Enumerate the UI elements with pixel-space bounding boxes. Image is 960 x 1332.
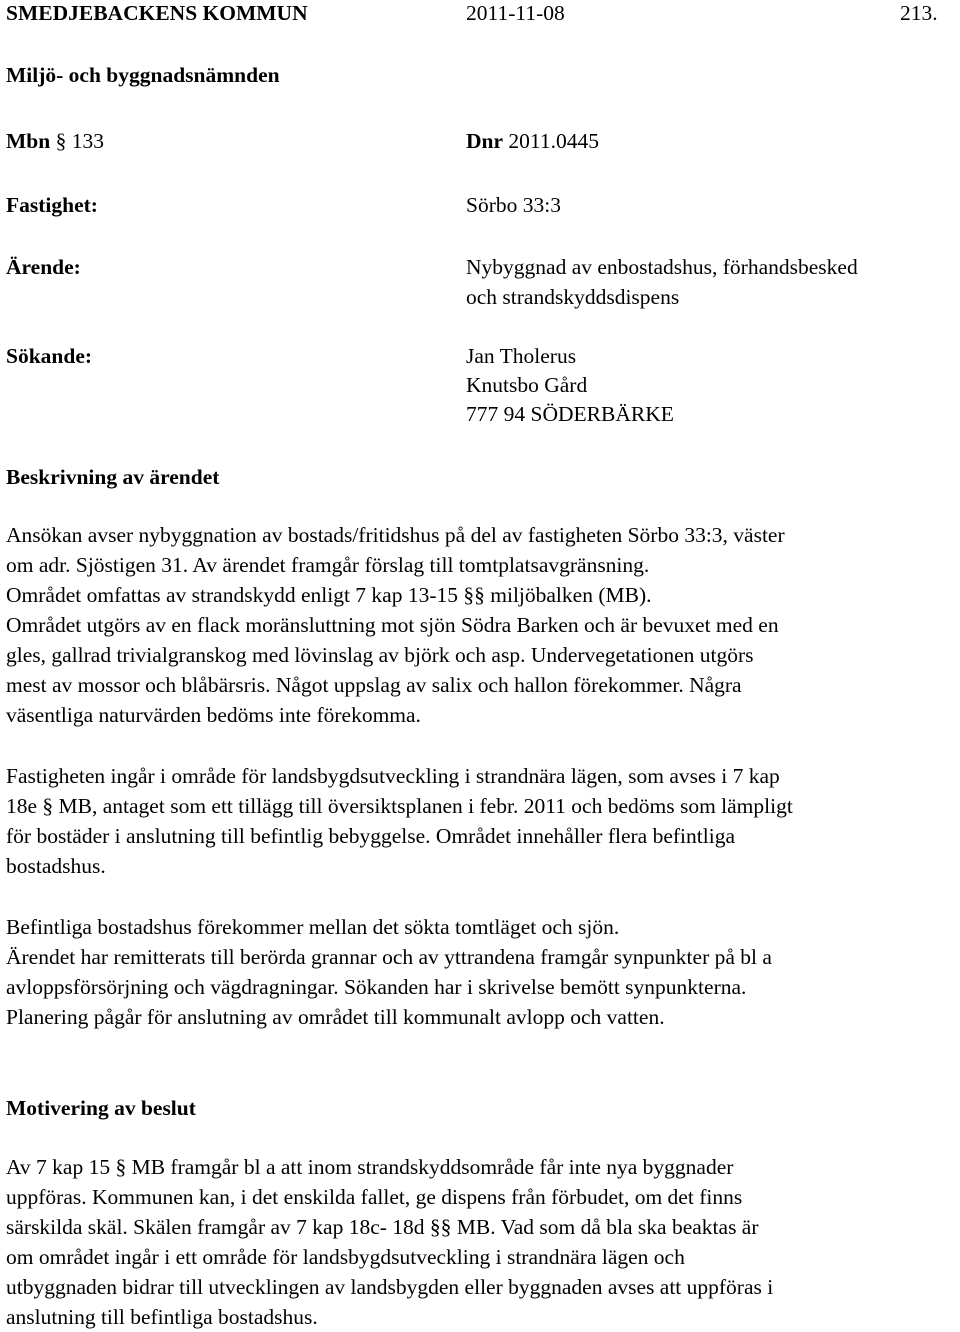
description-paragraph-1 — [6, 520, 954, 730]
text-line: Planering pågår för anslutning av området till kommunalt avlopp och vatten. — [6, 1005, 665, 1029]
case-reference — [6, 128, 104, 154]
text-line: bostadshus. — [6, 854, 106, 878]
applicant-address: Knutsbo Gård — [466, 373, 588, 397]
property-value: Sörbo 33:3 — [466, 193, 561, 217]
text-line: mest av mossor och blåbärsris. Något uppslag av salix och hallon förekommer. Några — [6, 673, 742, 697]
applicant-label: Sökande: — [6, 344, 93, 368]
text-line: väsentliga naturvärden bedöms inte förekomma. — [6, 703, 421, 727]
document-date: 2011-11-08 — [466, 1, 565, 25]
organization-name: SMEDJEBACKENS KOMMUN — [6, 1, 308, 25]
page-number: 213. — [900, 1, 938, 25]
text-line: utbyggnaden bidrar till utvecklingen av landsbygden eller byggnaden avses att uppföras i — [6, 1275, 774, 1299]
matter-value-line-2: och strandskyddsdispens — [466, 285, 680, 309]
text-line: om adr. Sjöstigen 31. Av ärendet framgår förslag till tomtplatsavgränsning. — [6, 553, 650, 577]
description-heading: Beskrivning av ärendet — [6, 465, 220, 489]
text-line: gles, gallrad trivialgranskog med lövinslag av björk och asp. Undervegetationen utgörs — [6, 643, 754, 667]
text-line: för bostäder i anslutning till befintlig bebyggelse. Området innehåller flera befintliga — [6, 824, 735, 848]
dnr-label: Dnr — [466, 129, 504, 153]
text-line: särskilda skäl. Skälen framgår av 7 kap 18c- 18d §§ MB. Vad som då bla ska beaktas är — [6, 1215, 759, 1239]
text-line: Av 7 kap 15 § MB framgår bl a att inom strandskyddsområde får inte nya byggnader — [6, 1155, 734, 1179]
description-paragraph-3 — [6, 912, 954, 1032]
motivation-paragraph — [6, 1152, 954, 1332]
case-number: § 133 — [55, 129, 104, 153]
text-line: anslutning till befintliga bostadshus. — [6, 1305, 318, 1329]
committee-name: Miljö- och byggnadsnämnden — [6, 63, 280, 87]
matter-label: Ärende: — [6, 255, 81, 279]
dnr-number: 2011.0445 — [508, 129, 599, 153]
text-line: uppföras. Kommunen kan, i det enskilda fallet, ge dispens från förbudet, om det finns — [6, 1185, 743, 1209]
text-line: avloppsförsörjning och vägdragningar. Sökanden har i skrivelse bemött synpunkterna. — [6, 975, 747, 999]
text-line: Fastigheten ingår i område för landsbygdsutveckling i strandnära lägen, som avses i 7 kap — [6, 764, 780, 788]
case-label: Mbn — [6, 129, 51, 153]
text-line: Området utgörs av en flack moränsluttning mot sjön Södra Barken och är bevuxet med en — [6, 613, 779, 637]
text-line: om området ingår i ett område för landsbygdsutveckling i strandnära lägen och — [6, 1245, 685, 1269]
description-paragraph-2 — [6, 761, 954, 881]
text-line: Ärendet har remitterats till berörda grannar och av yttrandena framgår synpunkter på bl a — [6, 945, 772, 969]
text-line: Området omfattas av strandskydd enligt 7 kap 13-15 §§ miljöbalken (MB). — [6, 583, 652, 607]
text-line: 18e § MB, antaget som ett tillägg till översiktsplanen i febr. 2011 och bedöms som lämpligt — [6, 794, 793, 818]
matter-value-line-1: Nybyggnad av enbostadshus, förhandsbesked — [466, 255, 858, 279]
text-line: Ansökan avser nybyggnation av bostads/fritidshus på del av fastigheten Sörbo 33:3, väster — [6, 523, 785, 547]
property-label: Fastighet: — [6, 193, 98, 217]
applicant-name: Jan Tholerus — [466, 344, 577, 368]
motivation-heading: Motivering av beslut — [6, 1096, 196, 1120]
applicant-postal: 777 94 SÖDERBÄRKE — [466, 402, 674, 426]
dnr-reference — [466, 128, 599, 154]
text-line: Befintliga bostadshus förekommer mellan det sökta tomtläget och sjön. — [6, 915, 620, 939]
